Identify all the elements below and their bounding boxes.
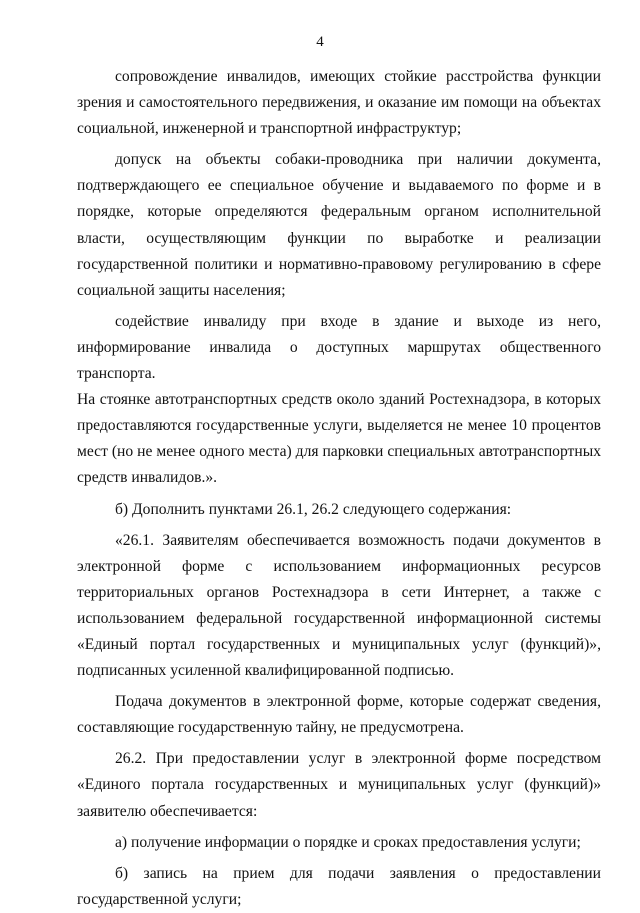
document-paragraph: а) получение информации о порядке и сроках предоставления услуги; [115,833,581,851]
document-paragraph: На стоянке автотранспортных средств около зданий Ростехнадзора, в которых предоставляются государственные услуги, выделяется не менее 10 процентов мест (но не менее одного места) для парковки специальных автотранспортных средств инвалидов.». [77,391,601,487]
document-paragraph: содействие инвалиду при входе в здание и выходе из него, информирование инвалида о доступных маршрутах общественного транспорта. [77,312,601,383]
document-paragraph: «26.1. Заявителям обеспечивается возможность подачи документов в электронной форме с использованием информационных ресурсов территориальных органов Ростехнадзора в сети Интернет, а также с использованием федеральной государственной информационной системы «Единый портал государственных и муниципальных услуг (функций)», подписанных усиленной квалифицированной подписью. [77,531,601,680]
document-paragraph: 26.2. При предоставлении услуг в электронной форме посредством «Единого портала государственных и муниципальных услуг (функций)» заявителю обеспечивается: [77,750,601,820]
document-paragraph: допуск на объекты собаки-проводника при наличии документа, подтверждающего ее специальное обучение и выдаваемого по форме и в порядке, которые определяются федеральным органом исполнительной власти, осуществляющим функции по выработке и реализации государственной политики и нормативно-правовому регулированию в сфере социальной защиты населения; [77,151,601,299]
document-paragraph: б) Дополнить пунктами 26.1, 26.2 следующего содержания: [115,500,512,518]
document-paragraph: сопровождение инвалидов, имеющих стойкие расстройства функции зрения и самостоятельного передвижения, и оказание им помощи на объектах социальной, инженерной и транспортной инфраструктур; [77,68,601,138]
document-paragraph: б) запись на прием для подачи заявления о предоставлении государственной услуги; [77,864,601,908]
page-number: 4 [316,34,324,50]
document-body [77,64,601,913]
document-paragraph: Подача документов в электронной форме, которые содержат сведения, составляющие государственную тайну, не предусмотрена. [77,693,601,737]
